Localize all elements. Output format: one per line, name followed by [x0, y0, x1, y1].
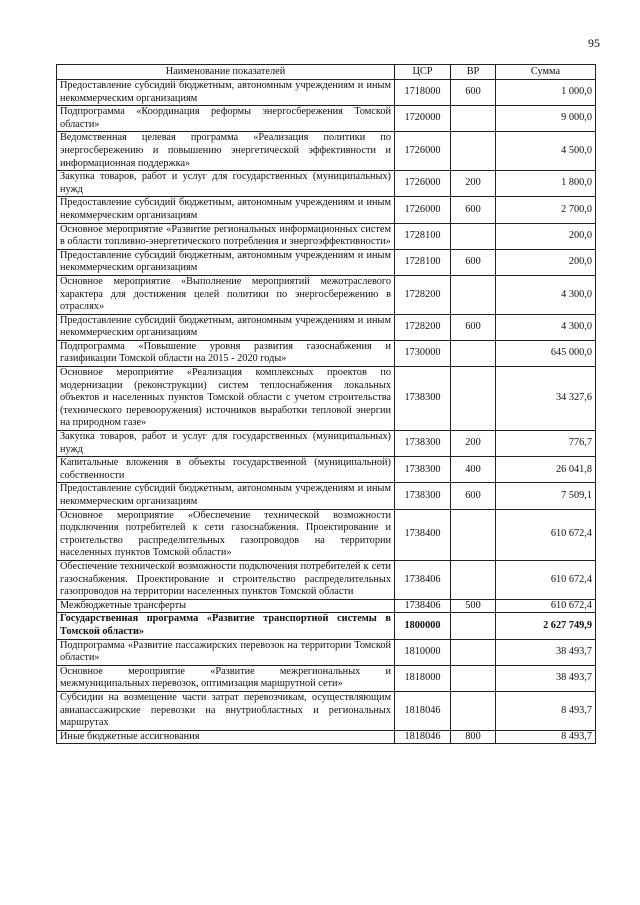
row-name-cell: Основное мероприятие «Развитие межрегиональных и межмуниципальных перевозок, оптимизация маршрутной сети»	[57, 665, 395, 691]
row-name-cell: Подпрограмма «Координация реформы энергосбережения Томской области»	[57, 106, 395, 132]
table-row	[57, 457, 596, 483]
row-name-cell: Основное мероприятие «Обеспечение технической возможности подключения потребителей к сети газоснабжения. Проектирование и строительство распределительных газопроводов на территории населенных пунктов Томской области»	[57, 509, 395, 560]
row-name-cell: Подпрограмма «Повышение уровня развития газоснабжения и газификации Томской области на 2015 - 2020 годы»	[57, 340, 395, 366]
row-csr-cell: 1718000	[395, 80, 451, 106]
row-vr-cell	[451, 340, 496, 366]
row-csr-cell: 1720000	[395, 106, 451, 132]
row-sum-cell: 8 493,7	[496, 691, 596, 730]
row-vr-cell	[451, 560, 496, 599]
row-csr-cell: 1738300	[395, 431, 451, 457]
row-csr-cell: 1800000	[395, 613, 451, 639]
row-csr-cell: 1730000	[395, 340, 451, 366]
row-name-cell: Предоставление субсидий бюджетным, автономным учреждениям и иным некоммерческим организациям	[57, 197, 395, 223]
row-vr-cell: 600	[451, 483, 496, 509]
table-row	[57, 249, 596, 275]
row-vr-cell: 200	[451, 431, 496, 457]
row-name-cell: Иные бюджетные ассигнования	[57, 730, 395, 744]
table-row	[57, 80, 596, 106]
row-csr-cell: 1738406	[395, 560, 451, 599]
row-sum-cell: 200,0	[496, 249, 596, 275]
table-row	[57, 431, 596, 457]
row-name-cell: Предоставление субсидий бюджетным, автономным учреждениям и иным некоммерческим организациям	[57, 80, 395, 106]
row-vr-cell	[451, 367, 496, 431]
table-header-row	[57, 65, 596, 80]
table-row	[57, 132, 596, 171]
row-sum-cell: 38 493,7	[496, 665, 596, 691]
row-sum-cell: 2 627 749,9	[496, 613, 596, 639]
row-sum-cell: 4 300,0	[496, 275, 596, 314]
row-sum-cell: 4 300,0	[496, 314, 596, 340]
row-vr-cell: 600	[451, 314, 496, 340]
row-name-cell: Основное мероприятие «Развитие региональных информационных систем в области топливно-энергетического потребления и энергоэффективности»	[57, 223, 395, 249]
row-name-cell: Основное мероприятие «Реализация комплексных проектов по модернизации (реконструкции) систем теплоснабжения локальных объектов и населенных пунктов Томской области с учетом строительства (технического перевооружения) источников выработки тепловой энергии на природном газе»	[57, 367, 395, 431]
row-csr-cell: 1726000	[395, 132, 451, 171]
table-body	[57, 80, 596, 744]
header-name: Наименование показателей	[57, 65, 395, 80]
row-vr-cell: 600	[451, 249, 496, 275]
row-vr-cell: 600	[451, 197, 496, 223]
row-sum-cell: 7 509,1	[496, 483, 596, 509]
row-vr-cell: 400	[451, 457, 496, 483]
table-row	[57, 730, 596, 744]
row-sum-cell: 8 493,7	[496, 730, 596, 744]
row-sum-cell: 610 672,4	[496, 599, 596, 613]
table-row	[57, 613, 596, 639]
table-row	[57, 171, 596, 197]
row-vr-cell	[451, 509, 496, 560]
row-vr-cell	[451, 275, 496, 314]
table-row	[57, 340, 596, 366]
table-row	[57, 665, 596, 691]
table-row	[57, 599, 596, 613]
table-row	[57, 223, 596, 249]
row-sum-cell: 9 000,0	[496, 106, 596, 132]
table-row	[57, 691, 596, 730]
row-sum-cell: 776,7	[496, 431, 596, 457]
row-vr-cell: 500	[451, 599, 496, 613]
table-row	[57, 367, 596, 431]
row-vr-cell	[451, 132, 496, 171]
row-csr-cell: 1728100	[395, 249, 451, 275]
row-sum-cell: 1 800,0	[496, 171, 596, 197]
row-vr-cell	[451, 106, 496, 132]
row-name-cell: Закупка товаров, работ и услуг для государственных (муниципальных) нужд	[57, 431, 395, 457]
row-sum-cell: 4 500,0	[496, 132, 596, 171]
row-csr-cell: 1818046	[395, 730, 451, 744]
row-vr-cell	[451, 665, 496, 691]
row-name-cell: Государственная программа «Развитие транспортной системы в Томской области»	[57, 613, 395, 639]
row-sum-cell: 1 000,0	[496, 80, 596, 106]
row-name-cell: Капитальные вложения в объекты государственной (муниципальной) собственности	[57, 457, 395, 483]
row-csr-cell: 1726000	[395, 197, 451, 223]
row-vr-cell: 200	[451, 171, 496, 197]
row-vr-cell: 800	[451, 730, 496, 744]
row-vr-cell	[451, 223, 496, 249]
row-vr-cell	[451, 691, 496, 730]
table-row	[57, 106, 596, 132]
row-csr-cell: 1738300	[395, 483, 451, 509]
header-csr: ЦСР	[395, 65, 451, 80]
row-vr-cell	[451, 613, 496, 639]
row-sum-cell: 200,0	[496, 223, 596, 249]
row-csr-cell: 1818000	[395, 665, 451, 691]
row-csr-cell: 1728200	[395, 275, 451, 314]
row-csr-cell: 1810000	[395, 639, 451, 665]
table-row	[57, 639, 596, 665]
table-row	[57, 560, 596, 599]
row-sum-cell: 2 700,0	[496, 197, 596, 223]
row-csr-cell: 1728200	[395, 314, 451, 340]
table-row	[57, 483, 596, 509]
row-csr-cell: 1726000	[395, 171, 451, 197]
budget-table	[56, 64, 596, 744]
row-csr-cell: 1738300	[395, 457, 451, 483]
table-row	[57, 509, 596, 560]
row-name-cell: Закупка товаров, работ и услуг для государственных (муниципальных) нужд	[57, 171, 395, 197]
row-name-cell: Обеспечение технической возможности подключения потребителей к сети газоснабжения. Проектирование и строительство распределительных газопроводов на территории населенных пунктов Томской области	[57, 560, 395, 599]
row-name-cell: Межбюджетные трансферты	[57, 599, 395, 613]
row-sum-cell: 610 672,4	[496, 560, 596, 599]
row-name-cell: Предоставление субсидий бюджетным, автономным учреждениям и иным некоммерческим организациям	[57, 249, 395, 275]
row-sum-cell: 38 493,7	[496, 639, 596, 665]
page-number: 95	[588, 36, 600, 50]
row-sum-cell: 34 327,6	[496, 367, 596, 431]
row-csr-cell: 1738400	[395, 509, 451, 560]
row-sum-cell: 645 000,0	[496, 340, 596, 366]
row-name-cell: Предоставление субсидий бюджетным, автономным учреждениям и иным некоммерческим организациям	[57, 483, 395, 509]
row-name-cell: Ведомственная целевая программа «Реализация политики по энергосбережению и повышению энергетической эффективности и информационная поддержка»	[57, 132, 395, 171]
table-row	[57, 314, 596, 340]
row-name-cell: Подпрограмма «Развитие пассажирских перевозок на территории Томской области»	[57, 639, 395, 665]
row-name-cell: Субсидии на возмещение части затрат перевозчикам, осуществляющим авиапассажирские перевозки на внутриобластных и региональных маршрутах	[57, 691, 395, 730]
row-name-cell: Основное мероприятие «Выполнение мероприятий межотраслевого характера для достижения целей политики по энергосбережению в отраслях»	[57, 275, 395, 314]
row-csr-cell: 1738406	[395, 599, 451, 613]
row-csr-cell: 1728100	[395, 223, 451, 249]
table-row	[57, 197, 596, 223]
row-csr-cell: 1818046	[395, 691, 451, 730]
row-vr-cell	[451, 639, 496, 665]
row-csr-cell: 1738300	[395, 367, 451, 431]
header-vr: ВР	[451, 65, 496, 80]
row-name-cell: Предоставление субсидий бюджетным, автономным учреждениям и иным некоммерческим организациям	[57, 314, 395, 340]
row-sum-cell: 610 672,4	[496, 509, 596, 560]
table-row	[57, 275, 596, 314]
header-sum: Сумма	[496, 65, 596, 80]
row-sum-cell: 26 041,8	[496, 457, 596, 483]
row-vr-cell: 600	[451, 80, 496, 106]
